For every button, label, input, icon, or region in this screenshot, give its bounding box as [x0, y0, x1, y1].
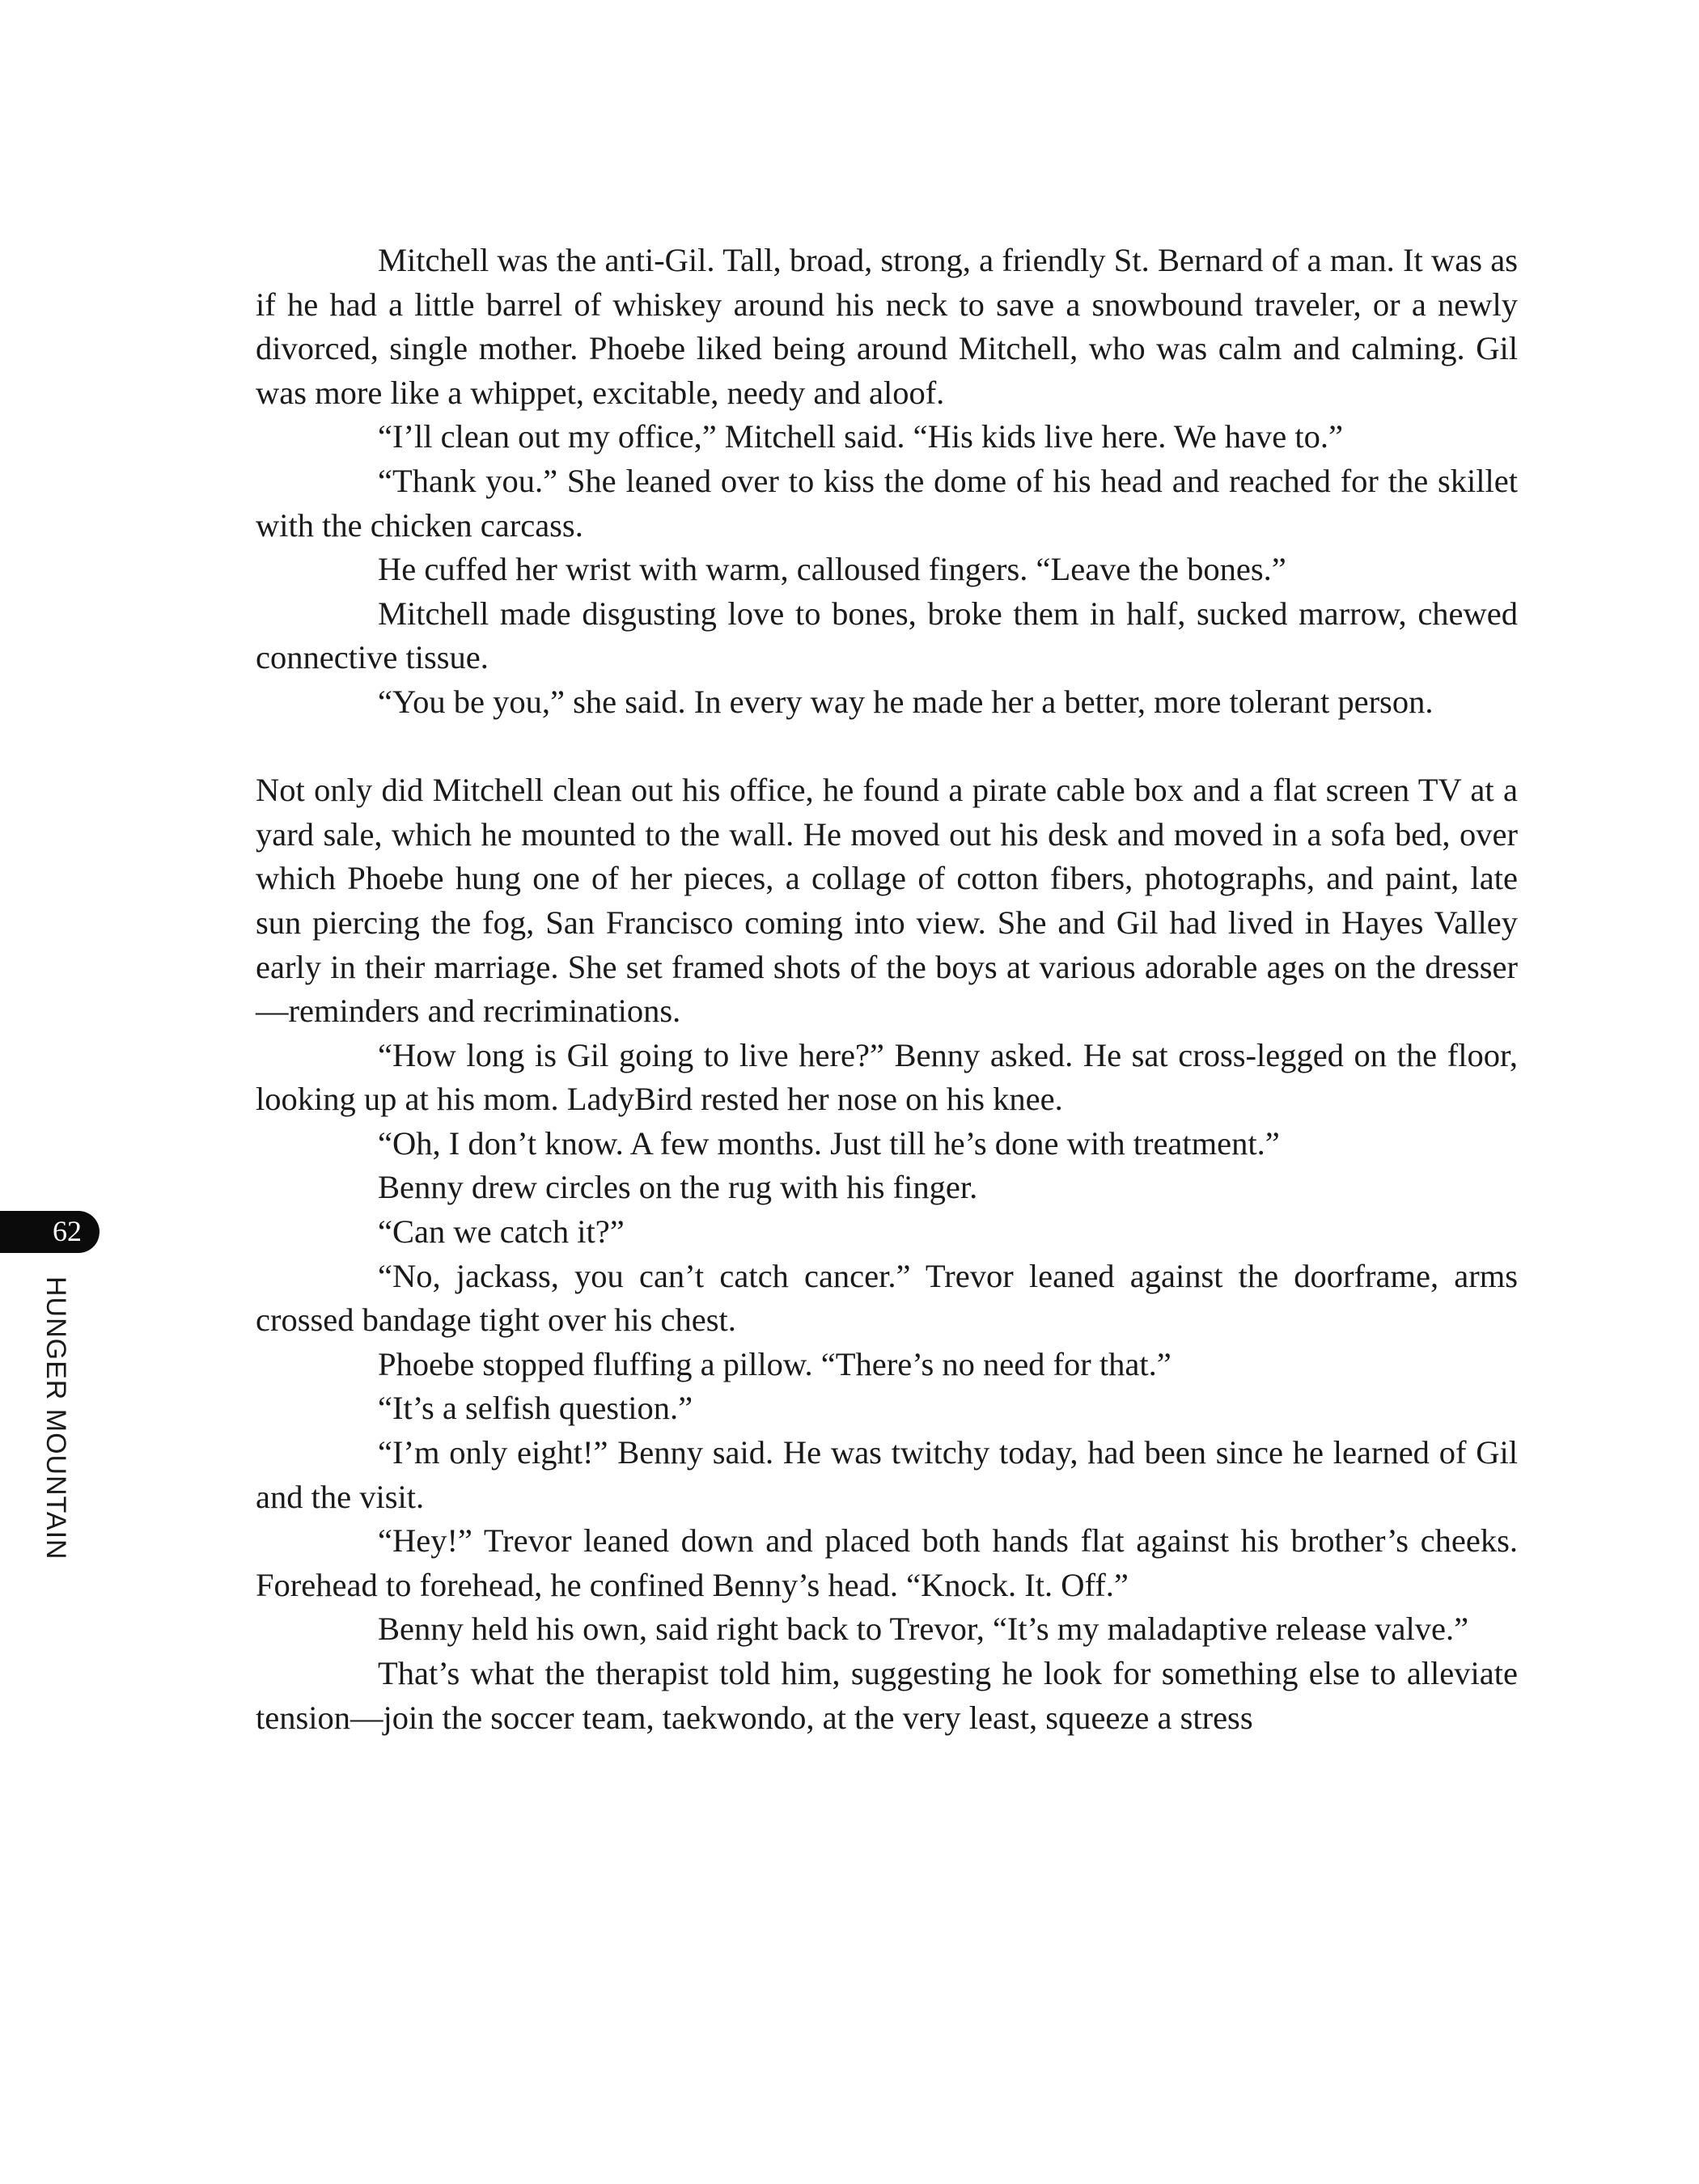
page-number: 62	[53, 1215, 82, 1247]
paragraph: Benny held his own, said right back to Trevor, “It’s my maladaptive release valve.”	[378, 1610, 1469, 1648]
paragraph: “No, jackass, you can’t catch cancer.” Trevor leaned against the doorframe, arms crossed bandage tight over his chest.	[256, 1257, 1518, 1339]
paragraph: “I’ll clean out my office,” Mitchell said. “His kids live here. We have to.”	[378, 418, 1343, 455]
paragraph: “Hey!” Trevor leaned down and placed both hands flat against his brother’s cheeks. Forehead to forehead, he confined Benny’s head. “Knock. It. Off.”	[256, 1522, 1518, 1603]
paragraph: Mitchell made disgusting love to bones, broke them in half, sucked marrow, chewed connective tissue.	[256, 595, 1518, 676]
paragraph: He cuffed her wrist with warm, calloused fingers. “Leave the bones.”	[378, 551, 1286, 588]
section-break	[256, 725, 1518, 769]
paragraph: Benny drew circles on the rug with his finger.	[378, 1169, 978, 1206]
paragraph: “It’s a selfish question.”	[378, 1390, 693, 1427]
paragraph: That’s what the therapist told him, suggesting he look for something else to alleviate tension—join the soccer team, taekwondo, at the very least, squeeze a stress	[256, 1655, 1518, 1736]
paragraph: Mitchell was the anti-Gil. Tall, broad, strong, a friendly St. Bernard of a man. It was as if he had a little barrel of whiskey around his neck to save a snowbound traveler, or a newly divorced, single mother. Phoebe liked being around Mitchell, who was calm and calming. Gil was more like a whippet, excitable, needy and aloof.	[256, 242, 1518, 411]
paragraph: “How long is Gil going to live here?” Benny asked. He sat cross-legged on the floor, looking up at his mom. LadyBird rested her nose on his knee.	[256, 1036, 1518, 1118]
paragraph: “Can we catch it?”	[378, 1213, 625, 1251]
paragraph: Phoebe stopped fluffing a pillow. “There’s no need for that.”	[378, 1345, 1172, 1382]
paragraph: “Thank you.” She leaned over to kiss the dome of his head and reached for the skillet with the chicken carcass.	[256, 462, 1518, 544]
body-text	[256, 239, 1518, 1740]
running-head: HUNGER MOUNTAIN	[40, 1276, 71, 1560]
paragraph: “You be you,” she said. In every way he made her a better, more tolerant person.	[378, 683, 1434, 720]
page-number-tab	[0, 1211, 100, 1253]
section-opening-paragraph: Not only did Mitchell clean out his office, he found a pirate cable box and a flat screen TV at a yard sale, which he mounted to the wall. He moved out his desk and moved in a sofa bed, over which Phoebe hung one of her pieces, a collage of cotton fibers, photographs, and paint, late sun piercing the fog, San Francisco coming into view. She and Gil had lived in Hayes Valley early in their marriage. She set framed shots of the boys at various adorable ages on the dresser—reminders and recriminations.	[256, 772, 1518, 1030]
paragraph: “I’m only eight!” Benny said. He was twitchy today, had been since he learned of Gil and the visit.	[256, 1434, 1518, 1515]
paragraph: “Oh, I don’t know. A few months. Just till he’s done with treatment.”	[378, 1124, 1280, 1162]
